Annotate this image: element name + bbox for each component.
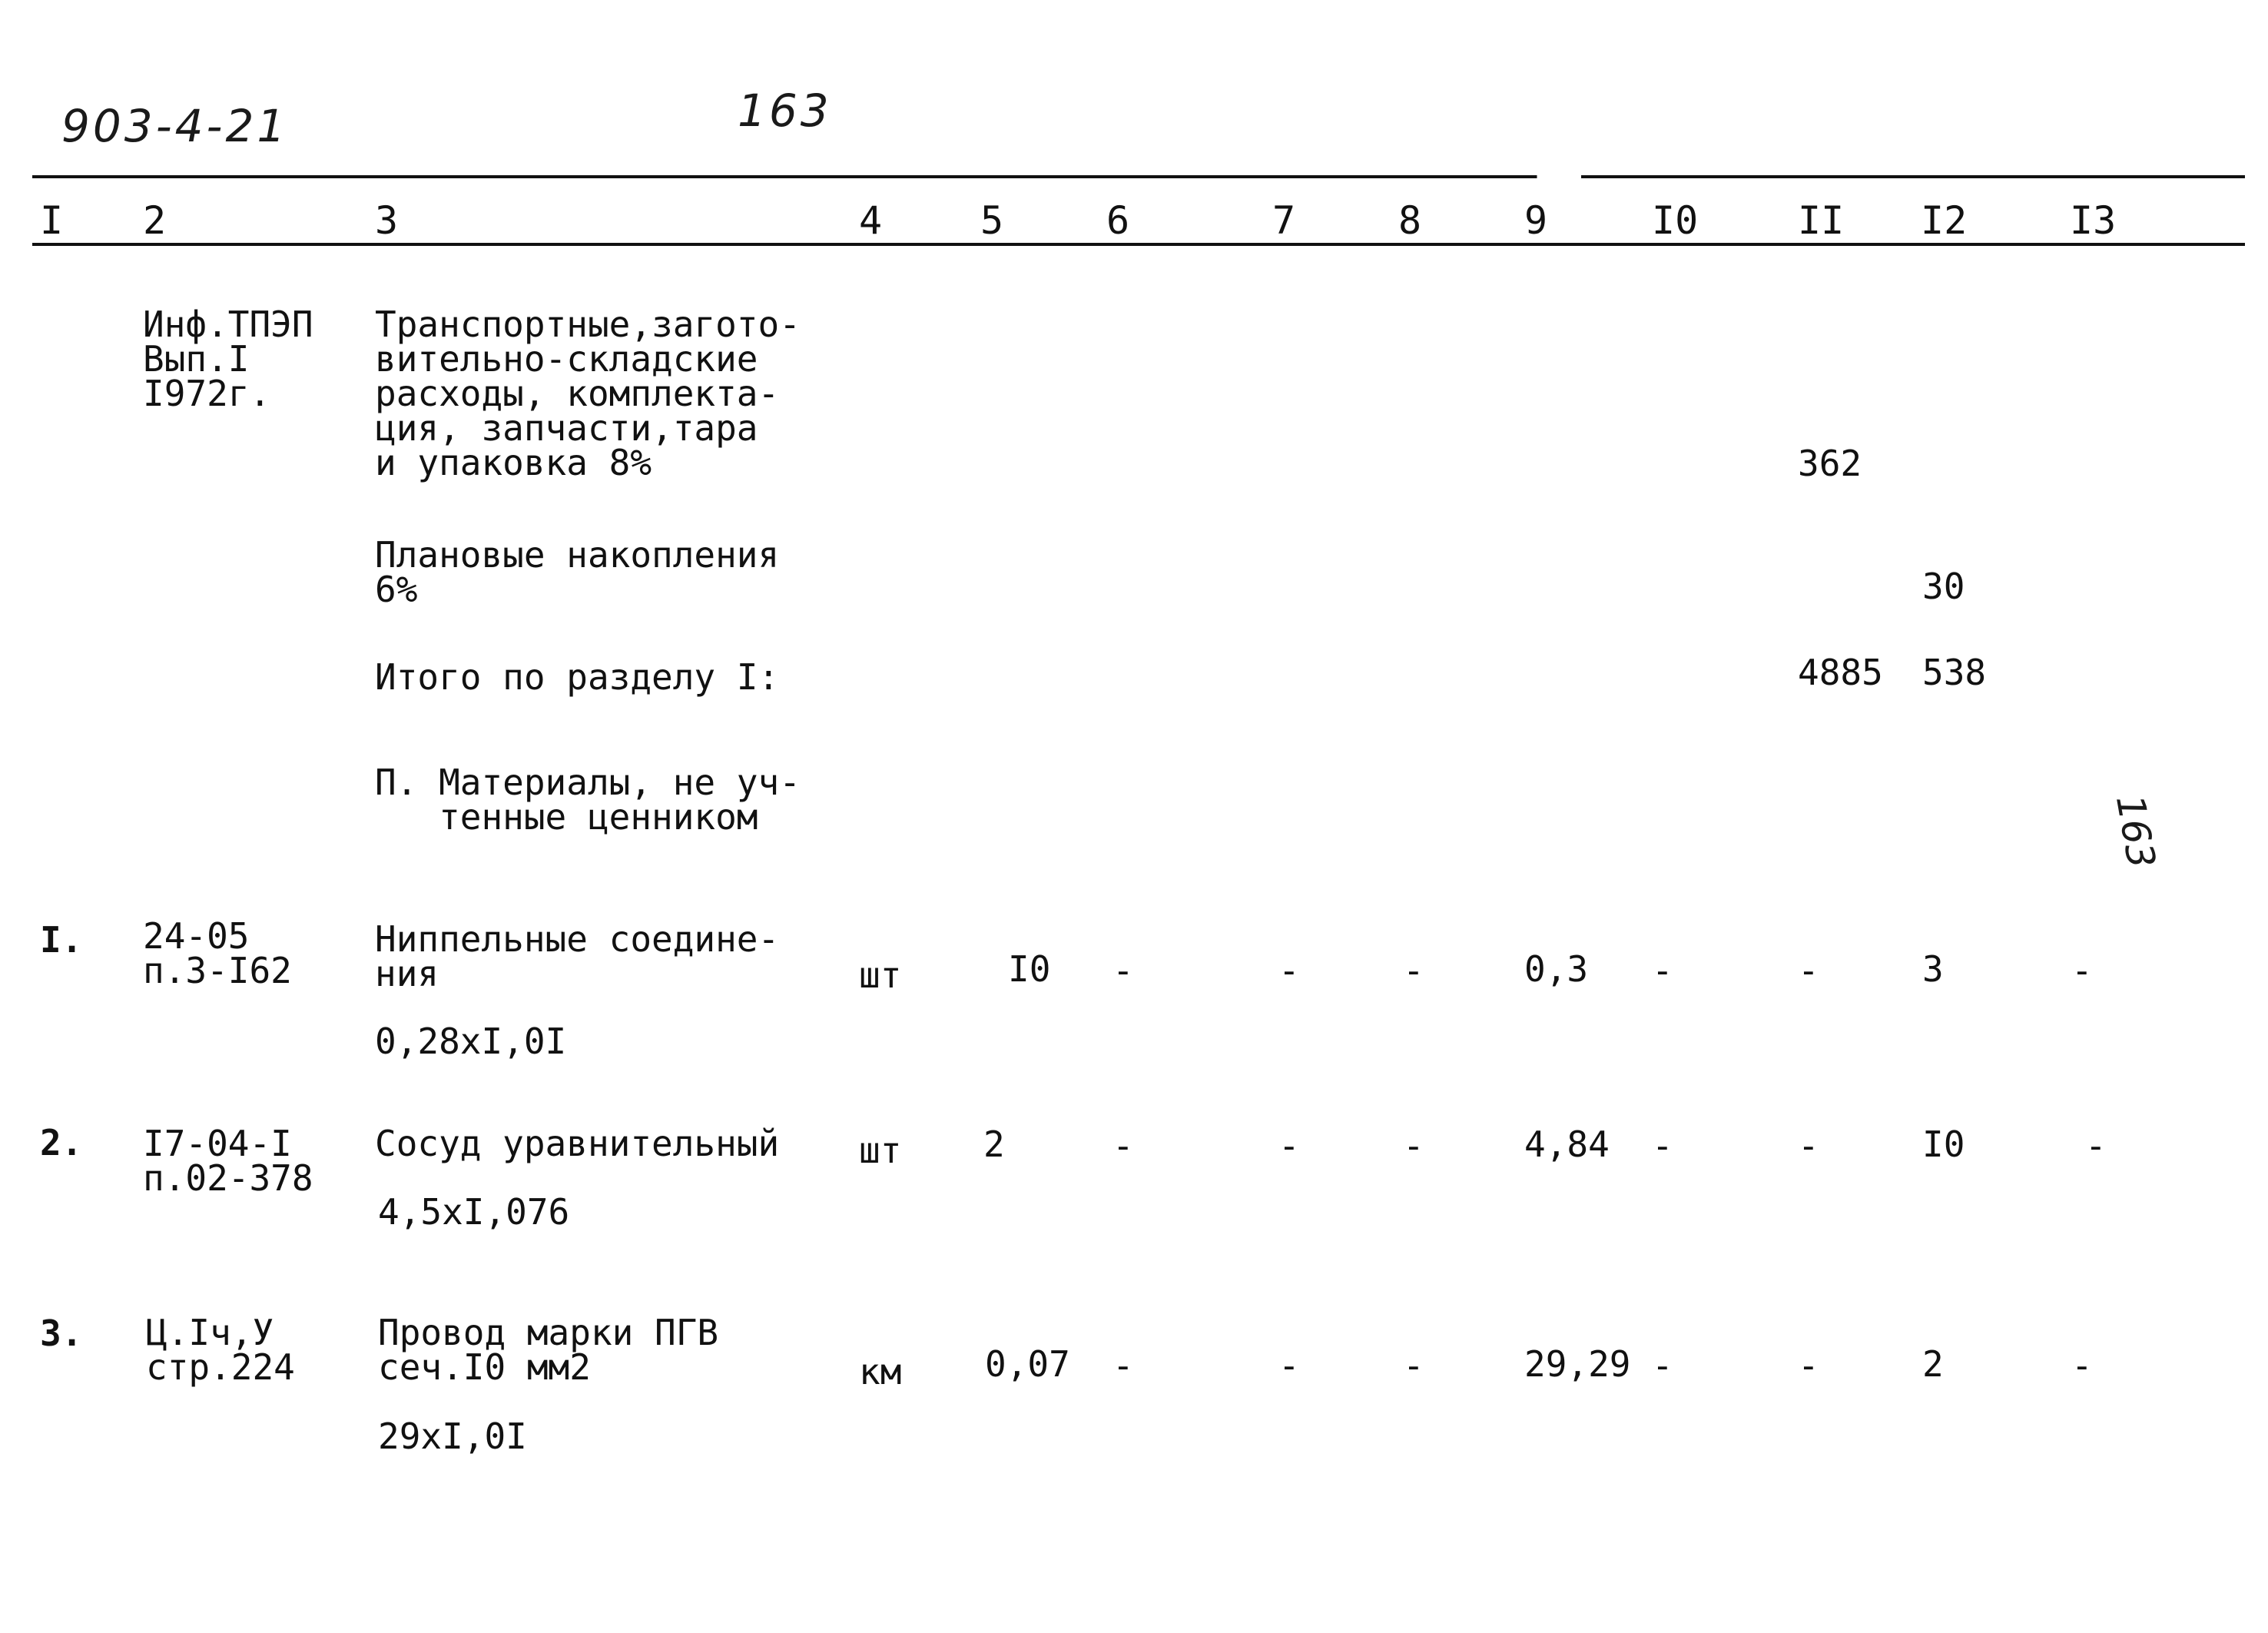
row-1-ref-line-2: п.3-I62: [143, 950, 292, 991]
row-3-number: 3.: [40, 1313, 83, 1354]
column-header-9: 9: [1524, 198, 1548, 243]
planned-line-1: Плановые накопления: [375, 534, 780, 576]
section-total-col11: 4885: [1798, 652, 1883, 693]
row-1-ref-line-1: 24-05: [143, 915, 250, 957]
row-2-col6: -: [1112, 1125, 1134, 1167]
handwritten-doc-code: 903-4-21: [61, 100, 289, 152]
header-bottom-rule: [32, 243, 2245, 246]
column-header-2: 2: [143, 198, 167, 243]
column-header-10: I0: [1652, 198, 1699, 243]
row-1-reference: [143, 915, 292, 991]
transport-line-1: Транспортные,загото-: [375, 304, 801, 345]
row-1-col12: 3: [1922, 948, 1944, 990]
handwritten-page-number: 163: [738, 85, 832, 137]
section-total-label: Итого по разделу I:: [375, 656, 780, 698]
row-1-name-line-2: ния: [375, 953, 439, 994]
row-3-col13: -: [2071, 1345, 2093, 1386]
section-total-col12: 538: [1922, 652, 1987, 693]
row-3-col12: 2: [1922, 1343, 1944, 1385]
column-header-5: 5: [980, 198, 1004, 243]
row-3-ref-line-1: Ц.Iч,У: [146, 1312, 274, 1353]
row-3-qty: 0,07: [985, 1343, 1070, 1385]
row-3-col7: -: [1278, 1345, 1300, 1386]
row-2-number: 2.: [40, 1122, 83, 1163]
row-1-col11: -: [1798, 950, 1819, 991]
row-1-col8: -: [1403, 950, 1424, 991]
row-2-col7: -: [1278, 1125, 1300, 1167]
section-2-line-2: тенные ценником: [375, 796, 758, 838]
summary-source-line-3: I972г.: [143, 373, 271, 414]
row-2-formula: 4,5xI,076: [378, 1191, 570, 1233]
row-2-name-line-1: Сосуд уравнительный: [375, 1123, 780, 1164]
row-1-name: [375, 918, 780, 994]
row-3-col6: -: [1112, 1345, 1134, 1386]
row-1-col13: -: [2071, 950, 2093, 991]
row-3-name-line-2: сеч.I0 мм2: [378, 1346, 591, 1388]
row-3-col9: 29,29: [1524, 1343, 1631, 1385]
row-3-col8: -: [1403, 1345, 1424, 1386]
planned-savings-description: [375, 534, 780, 610]
row-1-qty: I0: [1008, 948, 1051, 990]
row-3-col10: -: [1652, 1345, 1673, 1386]
row-3-reference: [146, 1312, 295, 1388]
transport-line-5: и упаковка 8%: [375, 442, 652, 483]
row-3-ref-line-2: стр.224: [146, 1346, 295, 1388]
row-1-col9: 0,3: [1524, 948, 1589, 990]
row-2-col8: -: [1403, 1125, 1424, 1167]
transport-line-3: расходы, комплекта-: [375, 373, 780, 414]
row-2-unit: шт: [859, 1130, 902, 1171]
row-2-col13: -: [2085, 1125, 2107, 1167]
column-header-6: 6: [1106, 198, 1130, 243]
row-1-unit: шт: [859, 954, 902, 996]
row-2-reference: [143, 1123, 313, 1199]
column-header-13: I3: [2070, 198, 2117, 243]
row-2-ref-line-2: п.02-378: [143, 1157, 313, 1199]
summary-source-line-2: Вып.I: [143, 338, 250, 380]
column-header-12: I2: [1921, 198, 1968, 243]
row-2-col9: 4,84: [1524, 1124, 1610, 1165]
section-2-line-1: П. Материалы, не уч-: [375, 762, 801, 803]
row-3-unit: км: [859, 1351, 902, 1392]
row-1-col10: -: [1652, 950, 1673, 991]
row-2-name: [375, 1123, 780, 1164]
row-3-name-line-1: Провод марки ПГВ: [378, 1312, 719, 1353]
row-1-name-line-1: Ниппельные соедине-: [375, 918, 780, 960]
row-3-formula: 29xI,0I: [378, 1416, 527, 1457]
row-1-number: I.: [40, 919, 83, 961]
header-top-rule: [32, 175, 2245, 178]
summary-source-ref: [143, 304, 313, 414]
planned-savings-col12: 30: [1922, 566, 1965, 607]
planned-line-2: 6%: [375, 569, 418, 610]
row-1-col6: -: [1112, 950, 1134, 991]
row-2-qty: 2: [983, 1124, 1005, 1165]
row-2-col10: -: [1652, 1125, 1673, 1167]
handwritten-side-page-number: 163: [2107, 792, 2164, 872]
row-3-col11: -: [1798, 1345, 1819, 1386]
transport-line-2: вительно-складские: [375, 338, 758, 380]
column-header-7: 7: [1272, 198, 1296, 243]
column-header-1: I: [40, 198, 64, 243]
column-header-8: 8: [1398, 198, 1422, 243]
row-2-ref-line-1: I7-04-I: [143, 1123, 292, 1164]
column-header-4: 4: [859, 198, 883, 243]
section-2-heading: [375, 762, 801, 838]
row-2-col12: I0: [1922, 1124, 1965, 1165]
row-3-name: [378, 1312, 719, 1388]
transport-costs-description: [375, 304, 801, 483]
row-1-formula: 0,28xI,0I: [375, 1021, 567, 1062]
row-1-col7: -: [1278, 950, 1300, 991]
transport-costs-col11: 362: [1798, 443, 1862, 484]
column-header-11: II: [1798, 198, 1845, 243]
row-2-col11: -: [1798, 1125, 1819, 1167]
transport-line-4: ция, запчасти,тара: [375, 407, 758, 449]
column-header-3: 3: [375, 198, 399, 243]
summary-source-line-1: Инф.ТПЭП: [143, 304, 313, 345]
